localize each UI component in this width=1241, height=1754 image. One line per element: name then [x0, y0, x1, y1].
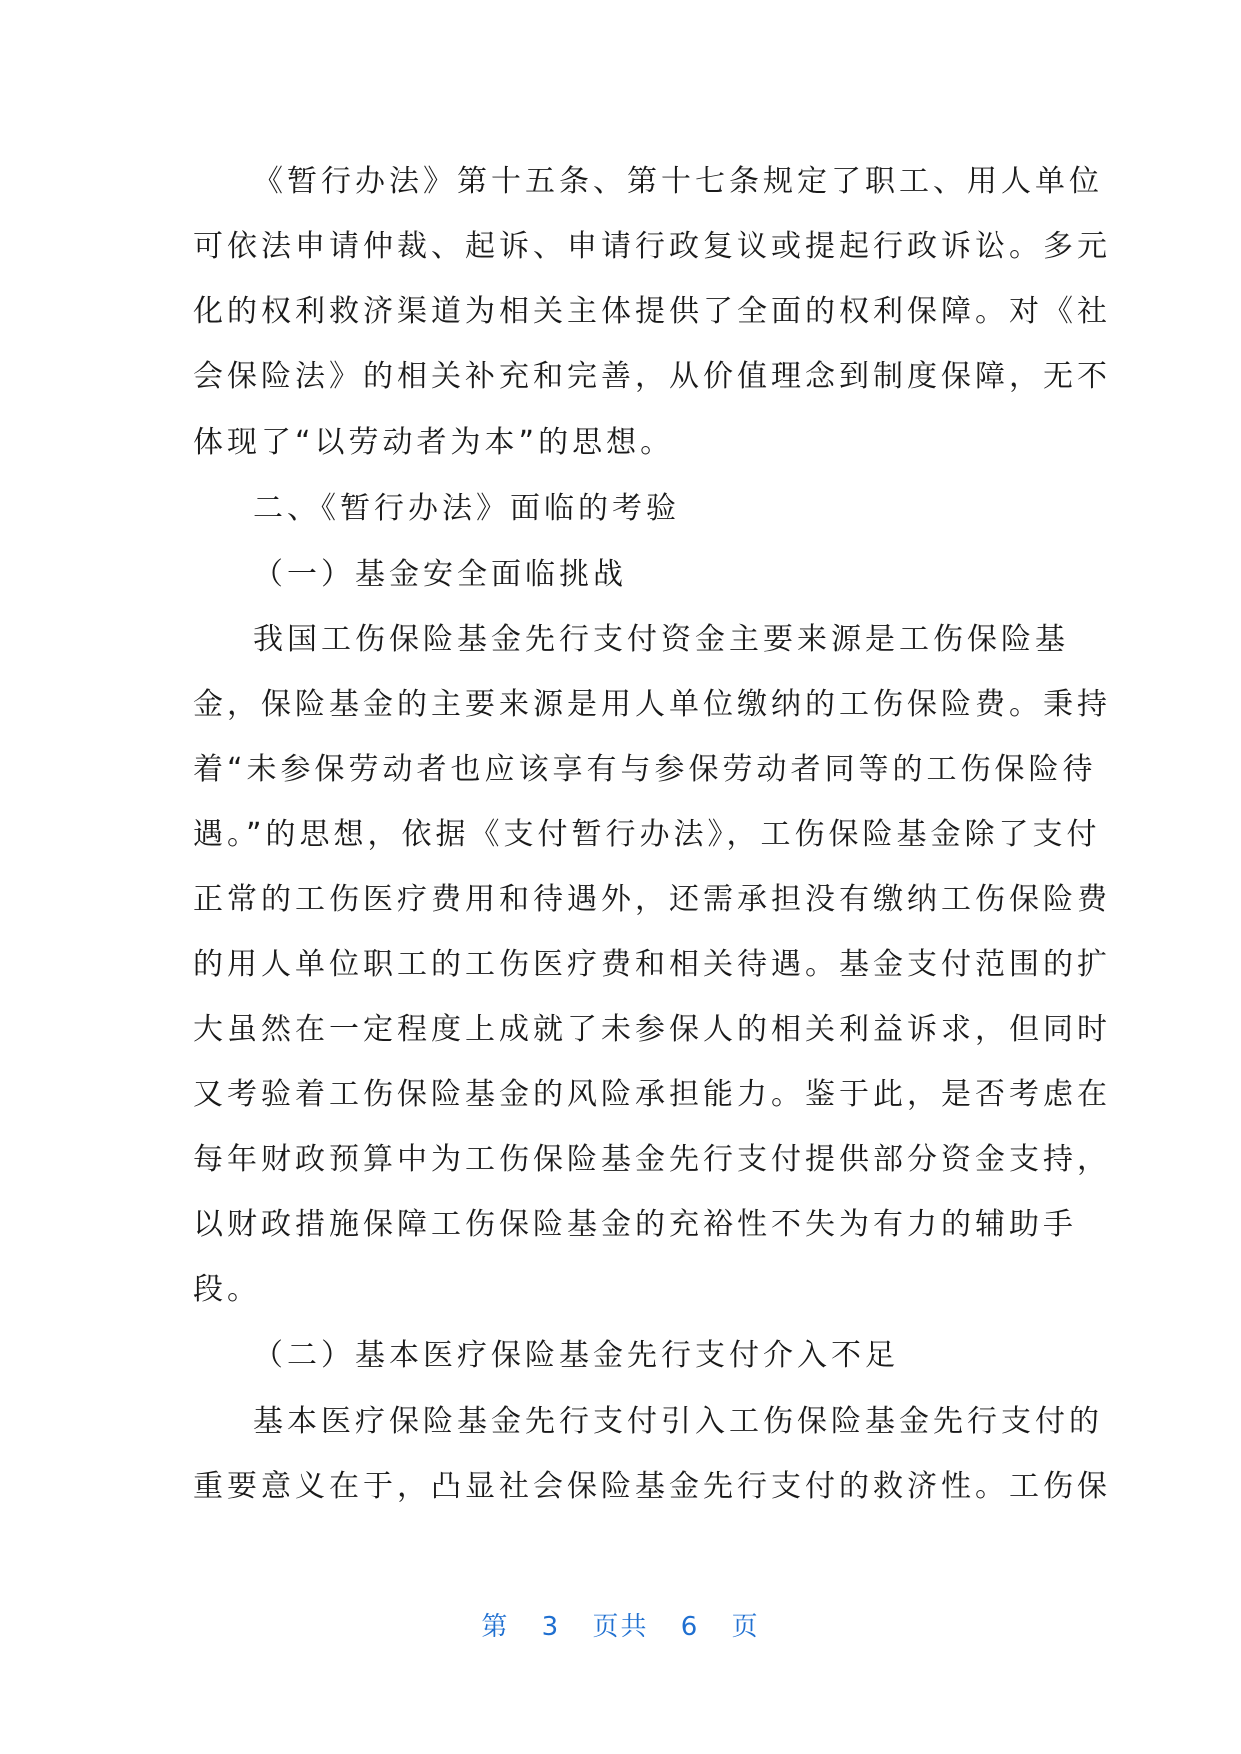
total-pages-number: 6 [680, 1612, 700, 1642]
text-line: 的用人单位职工的工伤医疗费和相关待遇。基金支付范围的扩 [193, 947, 1111, 982]
section-heading: 二、《暂行办法》面临的考验 [253, 491, 680, 526]
text-line: 着“未参保劳动者也应该享有与参保劳动者同等的工伤保险待 [193, 752, 1097, 787]
text-line: 会保险法》的相关补充和完善，从价值理念到制度保障，无不 [193, 359, 1111, 394]
text-line: 我国工伤保险基金先行支付资金主要来源是工伤保险基 [253, 622, 1069, 657]
text-line: 重要意义在于，凸显社会保险基金先行支付的救济性。工伤保 [193, 1469, 1111, 1504]
text-line: 正常的工伤医疗费用和待遇外，还需承担没有缴纳工伤保险费 [193, 882, 1111, 917]
text-line: 体现了“以劳动者为本”的思想。 [193, 425, 675, 460]
text-line: 大虽然在一定程度上成就了未参保人的相关利益诉求，但同时 [193, 1012, 1111, 1047]
text-line: 段。 [193, 1272, 261, 1307]
text-line: 遇。”的思想，依据《支付暂行办法》，工伤保险基金除了支付 [193, 817, 1101, 852]
text-line: 基本医疗保险基金先行支付引入工伤保险基金先行支付的 [253, 1404, 1103, 1439]
text-line: 《暂行办法》第十五条、第十七条规定了职工、用人单位 [253, 164, 1103, 199]
footer-prefix: 第 [481, 1612, 510, 1642]
text-line: 化的权利救济渠道为相关主体提供了全面的权利保障。对《社 [193, 294, 1111, 329]
text-line: 可依法申请仲裁、起诉、申请行政复议或提起行政诉讼。多元 [193, 229, 1111, 264]
page-footer [0, 1606, 1241, 1643]
subsection-heading: （一）基金安全面临挑战 [253, 557, 627, 592]
subsection-heading: （二）基本医疗保险基金先行支付介入不足 [253, 1338, 899, 1373]
current-page-number: 3 [541, 1612, 561, 1642]
footer-suffix: 页 [731, 1612, 760, 1642]
text-line: 又考验着工伤保险基金的风险承担能力。鉴于此，是否考虑在 [193, 1077, 1111, 1112]
footer-middle: 页共 [592, 1612, 649, 1642]
text-line: 以财政措施保障工伤保险基金的充裕性不失为有力的辅助手 [193, 1207, 1077, 1242]
text-line: 每年财政预算中为工伤保险基金先行支付提供部分资金支持， [193, 1142, 1111, 1177]
text-line: 金，保险基金的主要来源是用人单位缴纳的工伤保险费。秉持 [193, 687, 1111, 722]
